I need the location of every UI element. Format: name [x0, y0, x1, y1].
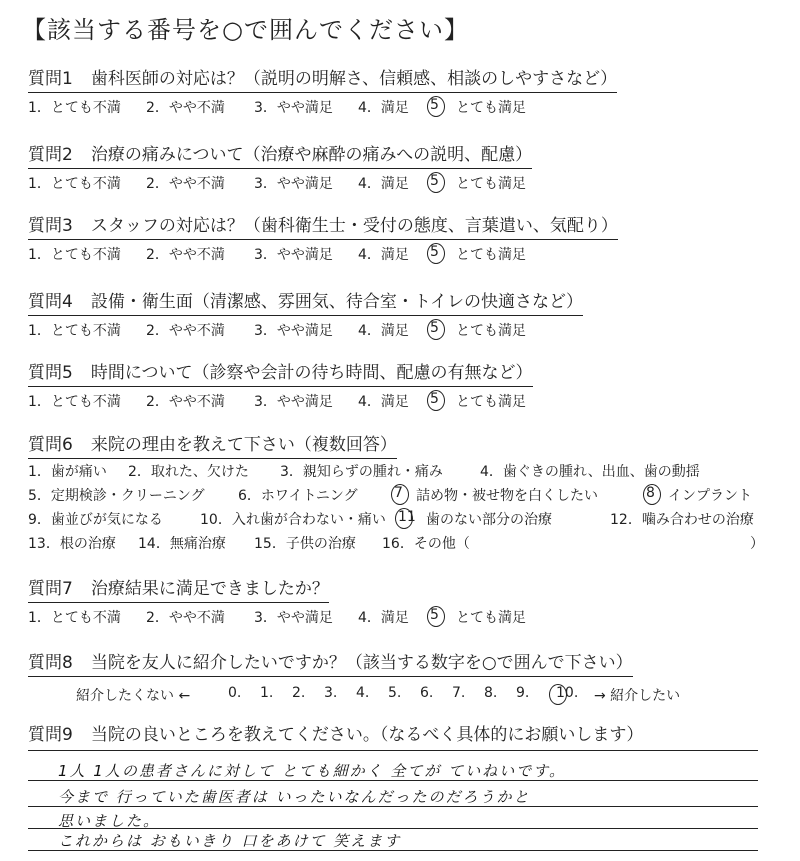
option-4[interactable]: 4．満足: [358, 394, 409, 410]
scale-4[interactable]: 4.: [356, 685, 370, 701]
question-6: [28, 430, 790, 555]
question-9-number: 質問9: [28, 725, 73, 745]
option-4[interactable]: 4．満足: [358, 323, 409, 339]
option-5-circled[interactable]: 5: [430, 320, 439, 336]
question-4-text: 設備・衛生面（清潔感、雰囲気、待合室・トイレの快適さなど）: [90, 292, 583, 312]
option-1[interactable]: 1．とても不満: [28, 247, 121, 263]
scale-1[interactable]: 1.: [260, 685, 274, 701]
option-3[interactable]: 3．やや満足: [254, 176, 333, 192]
scale-8[interactable]: 8.: [484, 685, 498, 701]
option-5-circled[interactable]: 5: [430, 244, 439, 260]
scale-0[interactable]: 0.: [228, 685, 242, 701]
option-4[interactable]: 4．満足: [358, 610, 409, 626]
option-5-label: とても満足: [456, 610, 526, 626]
option-2[interactable]: 2．やや不満: [146, 394, 225, 410]
option-1[interactable]: 1．とても不満: [28, 610, 121, 626]
option-2[interactable]: 2．やや不満: [146, 176, 225, 192]
option-5-label: とても満足: [456, 323, 526, 339]
question-1-text: 歯科医師の対応は？（説明の明解さ、信頼感、相談のしやすさなど）: [90, 69, 618, 89]
question-9-text: 当院の良いところを教えてください。（なるべく具体的にお願いします）: [90, 725, 644, 745]
scale-5[interactable]: 5.: [388, 685, 402, 701]
question-6-title: [28, 430, 397, 459]
reason-10[interactable]: 10．入れ歯が合わない・痛い: [200, 512, 386, 528]
question-6-number: 質問6: [28, 435, 73, 455]
option-3[interactable]: 3．やや満足: [254, 610, 333, 626]
question-7-options: [28, 606, 790, 628]
option-5-label: とても満足: [456, 247, 526, 263]
instruction-header: 【該当する番号を○で囲んでください】: [22, 16, 469, 44]
question-8-title: [28, 648, 633, 677]
answer-rule-2: [28, 780, 758, 781]
reason-6[interactable]: 6．ホワイトニング: [238, 488, 358, 504]
question-8: [28, 648, 790, 707]
reason-13[interactable]: 13．根の治療: [28, 536, 116, 552]
question-8-text: 当院を友人に紹介したいですか？（該当する数字を○で囲んで下さい）: [90, 653, 633, 673]
answer-rule-4: [28, 828, 758, 829]
question-5-options: [28, 390, 790, 412]
reason-5[interactable]: 5．定期検診・クリーニング: [28, 488, 205, 504]
option-4[interactable]: 4．満足: [358, 176, 409, 192]
option-5-label: とても満足: [456, 100, 526, 116]
question-6-line-4: [28, 531, 790, 555]
scale-6[interactable]: 6.: [420, 685, 434, 701]
question-3-text: スタッフの対応は？（歯科衛生士・受付の態度、言葉遣い、気配り）: [90, 216, 618, 236]
reason-14[interactable]: 14．無痛治療: [138, 536, 226, 552]
scale-3[interactable]: 3.: [324, 685, 338, 701]
option-2[interactable]: 2．やや不満: [146, 610, 225, 626]
question-8-scale: [28, 683, 790, 707]
option-5-circled[interactable]: 5: [430, 97, 439, 113]
reason-15[interactable]: 15．子供の治療: [254, 536, 356, 552]
question-4: [28, 287, 790, 341]
reason-1[interactable]: 1．歯が痛い: [28, 464, 107, 480]
reason-8-label: インプラント: [668, 488, 752, 504]
option-2[interactable]: 2．やや不満: [146, 323, 225, 339]
option-4[interactable]: 4．満足: [358, 247, 409, 263]
option-1[interactable]: 1．とても不満: [28, 394, 121, 410]
question-6-text: 来院の理由を教えて下さい（複数回答）: [90, 435, 397, 455]
answer-line-3: 思いました。: [58, 812, 161, 830]
question-1-number: 質問1: [28, 69, 73, 89]
option-5-label: とても満足: [456, 176, 526, 192]
question-7-number: 質問7: [28, 579, 73, 599]
reason-16[interactable]: 16．その他（: [382, 536, 470, 552]
question-6-line-2: [28, 483, 790, 507]
question-6-line-3: [28, 507, 790, 531]
option-1[interactable]: 1．とても不満: [28, 100, 121, 116]
scale-left-label: 紹介したくない ←: [76, 688, 191, 704]
question-4-title: [28, 287, 583, 316]
question-6-line-1: [28, 459, 790, 483]
question-1-options: [28, 96, 790, 118]
answer-line-1: 1人 1人の患者さんに対して とても細かく 全てが ていねいです。: [58, 762, 566, 780]
option-3[interactable]: 3．やや満足: [254, 100, 333, 116]
scale-2[interactable]: 2.: [292, 685, 306, 701]
reason-3[interactable]: 3．親知らずの腫れ・痛み: [280, 464, 443, 480]
reason-9[interactable]: 9．歯並びが気になる: [28, 512, 163, 528]
option-4[interactable]: 4．満足: [358, 100, 409, 116]
question-2-text: 治療の痛みについて（治療や麻酔の痛みへの説明、配慮）: [90, 145, 533, 165]
answer-line-2: 今まで 行っていた歯医者は いったいなんだったのだろうかと: [58, 788, 531, 806]
question-3: [28, 211, 790, 265]
answer-rule-3: [28, 806, 758, 807]
reason-7-label: 詰め物・被せ物を白くしたい: [416, 488, 598, 504]
question-1-title: [28, 64, 617, 93]
option-5-circled[interactable]: 5: [430, 607, 439, 623]
reason-7-circled[interactable]: 7: [394, 485, 403, 501]
scale-7[interactable]: 7.: [452, 685, 466, 701]
question-2-title: [28, 140, 532, 169]
reason-8-circled[interactable]: 8: [646, 485, 655, 501]
answer-rule-1: [28, 750, 758, 751]
question-2-number: 質問2: [28, 145, 73, 165]
question-5: [28, 358, 790, 412]
answer-line-4: これからは おもいきり 口をあけて 笑えます: [58, 832, 402, 850]
question-3-number: 質問3: [28, 216, 73, 236]
option-1[interactable]: 1．とても不満: [28, 176, 121, 192]
scale-right-label: → 紹介したい: [594, 688, 681, 704]
reason-11-circled[interactable]: 11: [398, 509, 416, 525]
reason-16-close: ）: [750, 536, 764, 552]
question-7-text: 治療結果に満足できましたか？: [90, 579, 329, 599]
reason-11-label: 歯のない部分の治療: [426, 512, 552, 528]
answer-rule-5: [28, 850, 758, 851]
question-2-options: [28, 172, 790, 194]
question-2: [28, 140, 790, 194]
question-5-text: 時間について（診察や会計の待ち時間、配慮の有無など）: [90, 363, 533, 383]
question-7-title: [28, 574, 329, 603]
option-5-circled[interactable]: 5: [430, 391, 439, 407]
option-2[interactable]: 2．やや不満: [146, 100, 225, 116]
reason-4[interactable]: 4．歯ぐきの腫れ、出血、歯の動揺: [480, 464, 700, 480]
question-3-options: [28, 243, 790, 265]
option-3[interactable]: 3．やや満足: [254, 394, 333, 410]
question-9: [28, 720, 790, 748]
question-3-title: [28, 211, 618, 240]
question-9-title: [28, 720, 643, 748]
question-4-number: 質問4: [28, 292, 73, 312]
option-5-circled[interactable]: 5: [430, 173, 439, 189]
question-5-number: 質問5: [28, 363, 73, 383]
option-1[interactable]: 1．とても不満: [28, 323, 121, 339]
question-4-options: [28, 319, 790, 341]
reason-12[interactable]: 12．噛み合わせの治療: [610, 512, 754, 528]
question-1: [28, 64, 790, 118]
reason-2[interactable]: 2．取れた、欠けた: [128, 464, 249, 480]
scale-10-circled[interactable]: 10.: [552, 685, 582, 701]
option-3[interactable]: 3．やや満足: [254, 247, 333, 263]
option-2[interactable]: 2．やや不満: [146, 247, 225, 263]
question-7: [28, 574, 790, 628]
option-5-label: とても満足: [456, 394, 526, 410]
question-8-number: 質問8: [28, 653, 73, 673]
question-5-title: [28, 358, 533, 387]
option-3[interactable]: 3．やや満足: [254, 323, 333, 339]
scale-9[interactable]: 9.: [516, 685, 530, 701]
